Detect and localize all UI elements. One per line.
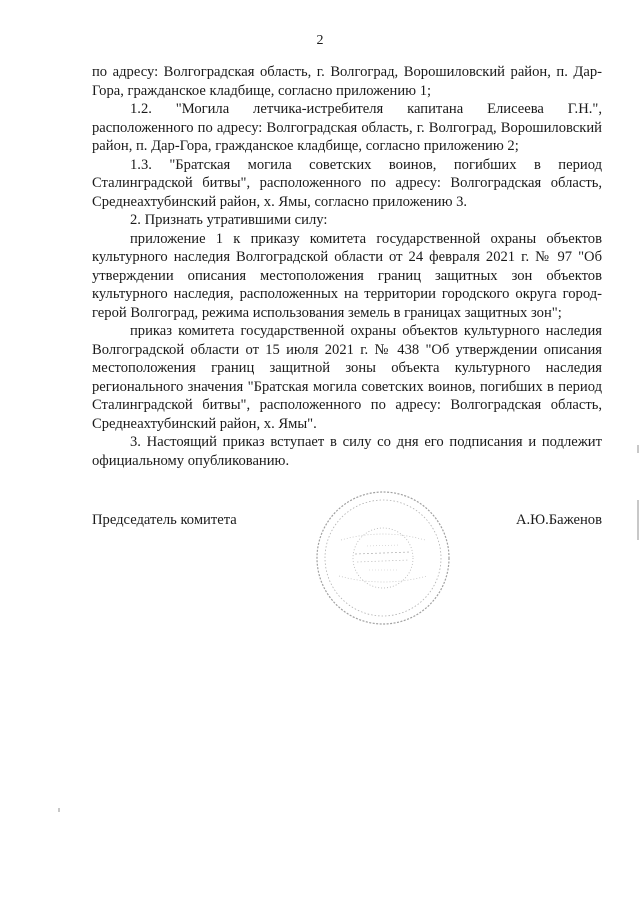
signer-name: А.Ю.Баженов xyxy=(515,512,602,528)
scan-edge-mark xyxy=(58,808,60,812)
paragraph: 3. Настоящий приказ вступает в силу со дня его подписания и подлежит официальному опубликованию. xyxy=(92,434,602,469)
round-seal-icon xyxy=(313,488,453,628)
paragraph: 1.2. "Могила летчика-истребителя капитана Елисеева Г.Н.", расположенного по адресу: Волгоградская область, г. Волгоград, Ворошиловский район, п. Дар-Гора, гражданское кладбище, согласно приложению 2; xyxy=(92,101,602,154)
document-body xyxy=(92,63,602,470)
paragraph: 1.3. "Братская могила советских воинов, погибших в период Сталинградской битвы", расположенного по адресу: Волгоградская область, Среднеахтубинский район, х. Ямы, согласно приложению 3. xyxy=(92,156,602,210)
paragraph: приложение 1 к приказу комитета государственной охраны объектов культурного наследия Волгоградской области от 24 февраля 2021 г. № 97 "Об утверждении описания местоположения границ защитных зон объектов культурного наследия, расположенных на территории городского округа город-герой Волгоград, режима использования земель в границах защитных зон"; xyxy=(92,230,602,321)
page-number: 2 xyxy=(316,33,324,48)
paragraph: по адресу: Волгоградская область, г. Волгоград, Ворошиловский район, п. Дар-Гора, гражданское кладбище, согласно приложению 1; xyxy=(92,64,602,99)
scan-edge-mark xyxy=(637,500,639,540)
scan-edge-mark xyxy=(637,445,639,453)
paragraph: 2. Признать утратившими силу: xyxy=(130,212,328,228)
signer-title: Председатель комитета xyxy=(92,512,237,528)
paragraph: приказ комитета государственной охраны объектов культурного наследия Волгоградской области от 15 июля 2021 г. № 438 "Об утверждении описания местоположения границ защитной зоны объекта культурного наследия регионального значения "Братская могила советских воинов, погибших в период Сталинградской битвы", расположенного по адресу: Волгоградская область, Среднеахтубинский район, х. Ямы". xyxy=(92,323,602,432)
